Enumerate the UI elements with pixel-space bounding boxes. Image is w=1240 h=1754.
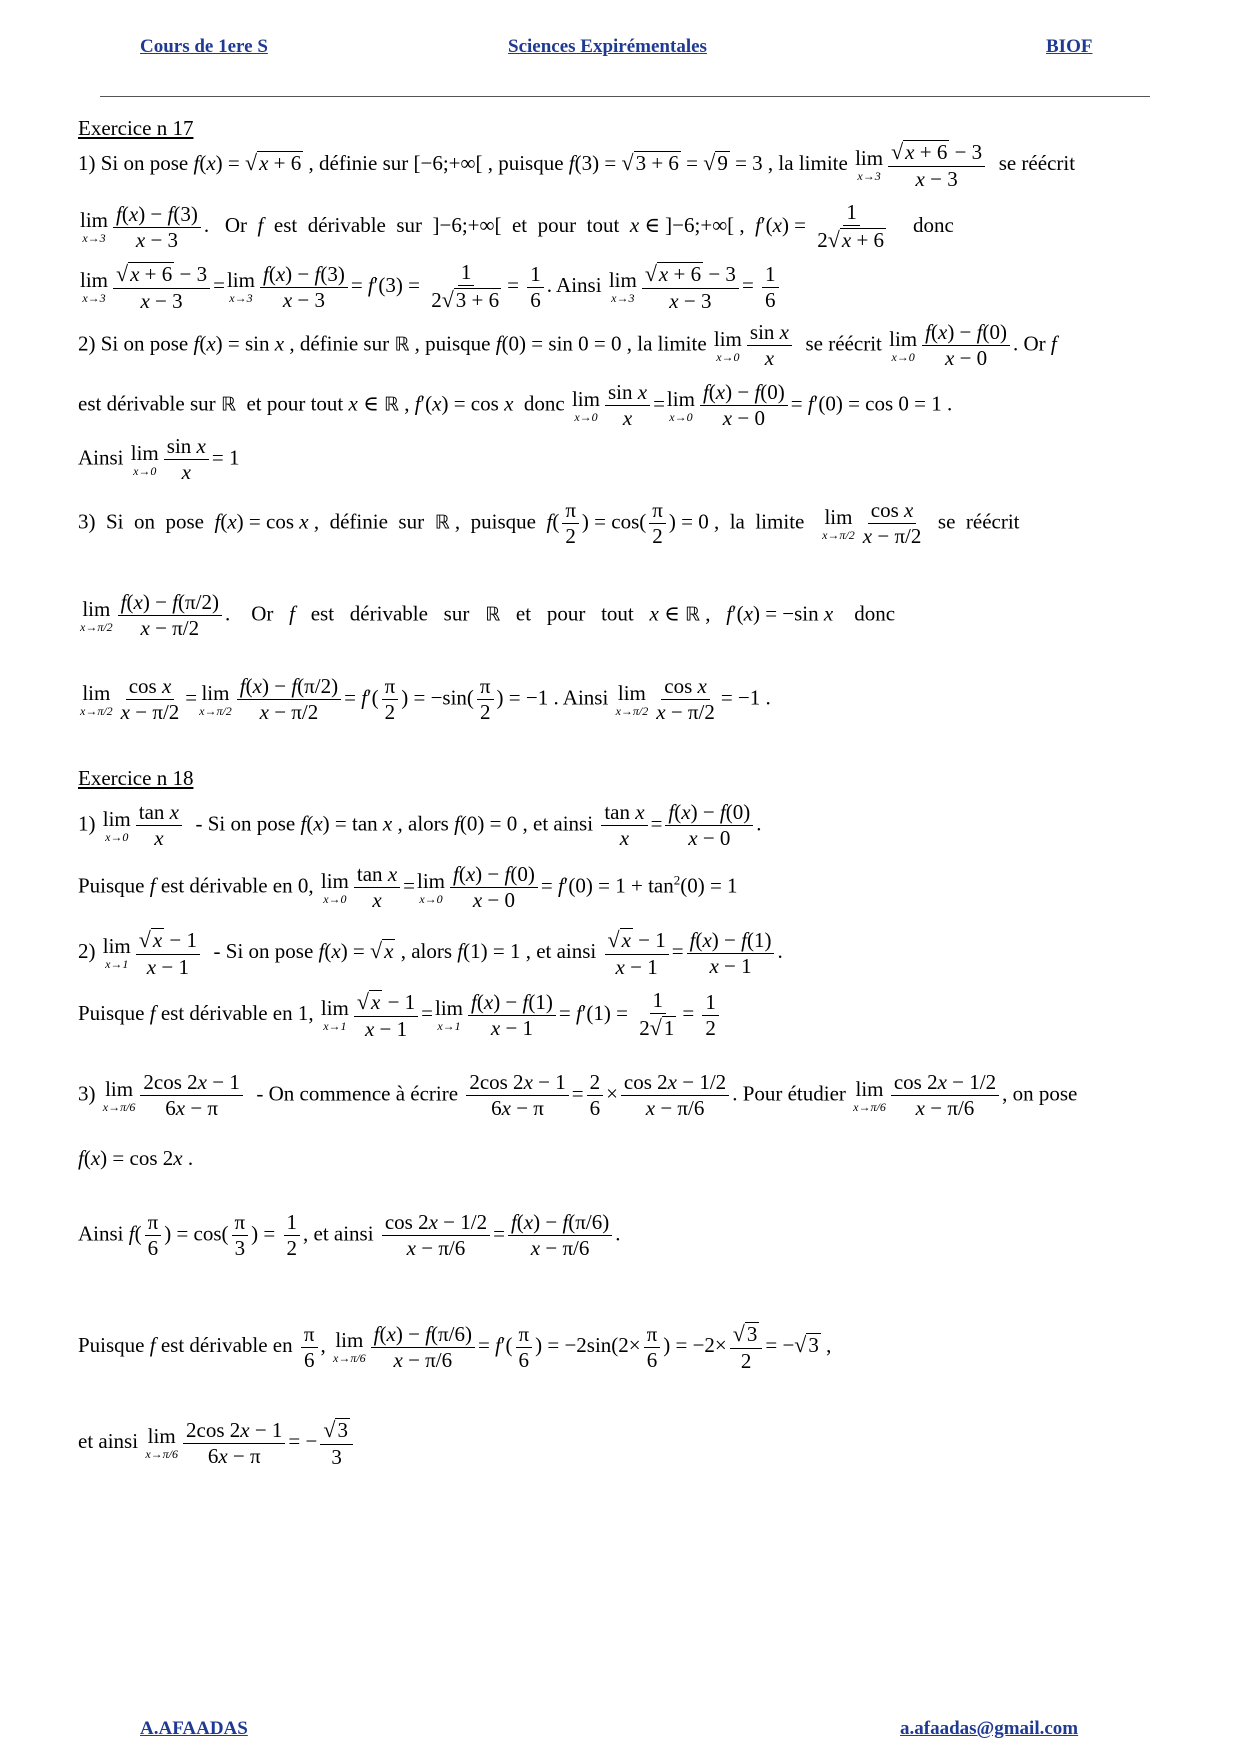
ex18-line-6: f(x) = cos 2x . (78, 1146, 194, 1170)
ex17-line-6: Ainsi lim x→0 $\frac{\text{sin x}}{x}$ = 1 (78, 434, 240, 484)
ex17-line-1: 1) Si on pose f(x) = √x + 6 , définie sur [−6;+∞[ , puisque f(3) = √3 + 6 = √9 = 3 , la limite lim x→3 $\frac{√x + 6 - 3}{x - 3}$ se réécrit (78, 139, 1076, 192)
ex17-line-8: lim x→π/2 $\frac{f(x) - f(\pi/2)}{x - \pi/2}$ . Or f est dérivable sur ℝ et pour tout x ∈ ℝ , f′(x) = −sin x donc (80, 590, 896, 640)
ex17-line-9: lim x→π/2 $\frac{\text{cos x}}{x - \pi/2}$ = lim x→π/2 $\frac{f(x) - f(\pi/2)}{x - \pi/2}$ = f′( $\frac{\pi}{2}$ ) = −sin( $\frac{\pi}{2}$ ) = −1 . Ainsi lim x→π/2 $\frac{\text{cos x}}{x - \pi/2}$ = −1 . (80, 674, 771, 724)
footer-email[interactable]: a.afaadas@gmail.com (900, 1718, 1079, 1739)
ex17-line-2: lim x→3 $\frac{f(x) - f(3)}{x - 3}$ . Or f est dérivable sur ]−6;+∞[ et pour tout x ∈ ]−6;+∞[ , f′(x) = $\frac{1}{2√x + 6}$ donc (80, 200, 954, 252)
ex17-line-7: 3) Si on pose f(x) = cos x , définie sur ℝ , puisque f( $\frac{\pi}{2}$ ) = cos( $\frac{\pi}{2}$ ) = 0 , la limite lim x→π/2 $\frac{\text{cos x}}{x - \pi/2}$ se réécrit (78, 498, 1020, 548)
header-level: BIOF (1046, 36, 1093, 57)
ex18-line-1: 1) lim x→0 $\frac{\text{tan x}}{x}$ - Si on pose f(x) = tan x , alors f(0) = 0 , et ainsi $\frac{\text{tan x}}{x}$ = $\frac{f(x) - f(0)}{x - 0}$ . (78, 800, 762, 850)
exercise-17-title: Exercice n 17 (78, 116, 194, 140)
ex17-line-5: est dérivable sur ℝ et pour tout x ∈ ℝ , f′(x) = cos x donc lim x→0 $\frac{\text{sin x}}{x}$ =lim x→0 $\frac{f(x) - f(0)}{x - 0}$ = f′(0) = cos 0 = 1 . (78, 380, 953, 430)
ex18-line-4: Puisque f est dérivable en 1, lim x→1 $\frac{√x - 1}{x - 1}$ =lim x→1 $\frac{f(x) - f(1)}{x - 1}$ = f′(1) = $\frac{1}{2√1}$ = $\frac{1}{2}$ (78, 990, 722, 1040)
ex17-line-4: 2) Si on pose f(x) = sin x , définie sur ℝ , puisque f(0) = sin 0 = 0 , la limite lim x→0 $\frac{\text{sin x}}{x}$ se réécrit lim x→0 $\frac{f(x) - f(0)}{x - 0}$ . Or f (78, 320, 1057, 370)
header-subject: Sciences Expirémentales (508, 36, 707, 57)
footer-author: A.AFAADAS (140, 1718, 248, 1739)
ex18-line-2: Puisque f est dérivable en 0, lim x→0 $\frac{\text{tan x}}{x}$ =lim x→0 $\frac{f(x) - f(0)}{x - 0}$ = $f'(0) = 1 + \tan^2(0) = 1$ (78, 862, 738, 912)
header-course: Cours de 1ere S (140, 36, 268, 57)
ex18-line-5: 3) lim x→π/6 $\frac{2\cos 2x - 1}{6x - \pi}$ - On commence à écrire $\frac{2\cos 2x - 1}{6x - \pi}$ = $\frac{2}{6}$ × $\frac{\cos 2x - 1/2}{x - \pi/6}$ . Pour étudier lim x→π/6 $\frac{\cos 2x - 1/2}{x - \pi/6}$ , on pose (78, 1070, 1078, 1120)
ex18-line-8: Puisque f est dérivable en $\frac{\pi}{6}$ , lim x→π/6 $\frac{f(x) - f(\pi/6)}{x - \pi/6}$ = f′( $\frac{\pi}{6}$ ) = −2sin(2× $\frac{\pi}{6}$ ) = −2× $\frac{√3}{2}$ = −√3 , (78, 1321, 832, 1374)
ex18-line-7: Ainsi f( $\frac{\pi}{6}$ ) = cos( $\frac{\pi}{3}$ ) = $\frac{1}{2}$ , et ainsi $\frac{\cos 2x - 1/2}{x - \pi/6}$ = $\frac{f(x) - f(\pi/6)}{x - \pi/6}$ . (78, 1210, 621, 1260)
header-divider (100, 96, 1150, 97)
exercise-18-title: Exercice n 18 (78, 766, 194, 790)
ex18-line-3: 2) lim x→1 $\frac{√x - 1}{x - 1}$ - Si on pose f(x) = √x , alors f(1) = 1 , et ainsi $\frac{√x - 1}{x - 1}$ = $\frac{f(x) - f(1)}{x - 1}$ . (78, 927, 783, 980)
ex18-line-9: et ainsi lim x→π/6 $\frac{2\cos 2x - 1}{6x - \pi}$ = − $\frac{√3}{3}$ (78, 1418, 356, 1468)
ex17-line-3: lim x→3 $\frac{√x + 6 - 3}{x - 3}$ =lim x→3 $\frac{f(x) - f(3)}{x - 3}$ = f′(3) = $\frac{1}{2√3 + 6}$ = $\frac{1}{6}$ . Ainsi lim x→3 $\frac{√x + 6 - 3}{x - 3}$ = $\frac{1}{6}$ (78, 262, 782, 312)
